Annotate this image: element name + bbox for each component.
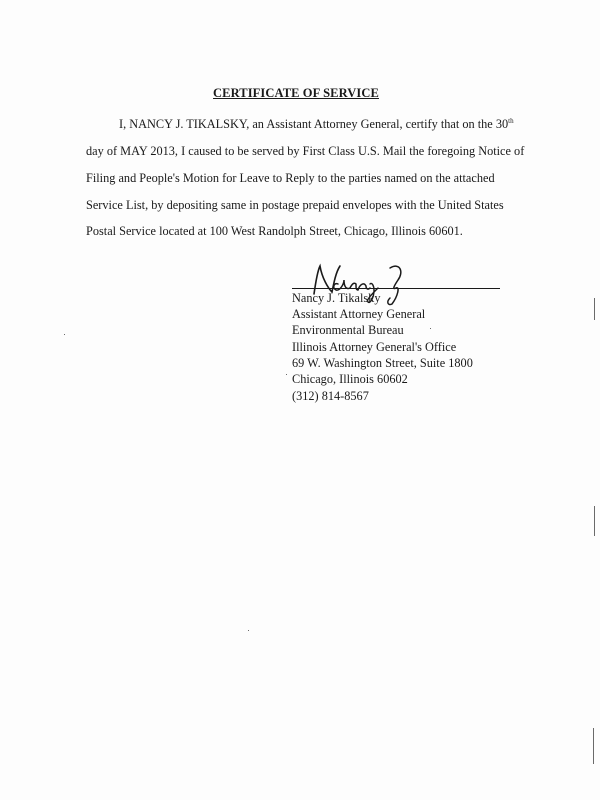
body-line-4: Service List, by depositing same in postage prepaid envelopes with the United States <box>86 198 504 212</box>
body-line-1-text: I, NANCY J. TIKALSKY, an Assistant Attorney General, certify that on the 30 <box>119 117 509 132</box>
signer-name: Nancy J. Tikalsky <box>292 291 381 305</box>
signer-phone: (312) 814-8567 <box>292 389 369 403</box>
signer-title: Assistant Attorney General <box>292 307 426 321</box>
signer-street: 69 W. Washington Street, Suite 1800 <box>292 356 473 370</box>
body-line-1 <box>119 117 514 132</box>
body-line-5: Postal Service located at 100 West Randolph Street, Chicago, Illinois 60601. <box>86 224 463 238</box>
document-title: CERTIFICATE OF SERVICE <box>213 86 379 100</box>
body-line-2: day of MAY 2013, I caused to be served by First Class U.S. Mail the foregoing Notice of <box>86 144 525 158</box>
signer-bureau: Environmental Bureau <box>292 323 404 337</box>
scan-artifact <box>430 328 431 329</box>
scan-artifact <box>594 506 595 536</box>
ordinal-suffix: th <box>508 117 514 125</box>
signer-city: Chicago, Illinois 60602 <box>292 372 408 386</box>
scan-artifact <box>286 374 287 375</box>
scan-artifact <box>248 630 249 631</box>
scan-artifact <box>64 334 65 335</box>
scan-artifact <box>593 728 594 764</box>
signer-office: Illinois Attorney General's Office <box>292 340 457 354</box>
signature-line <box>292 288 500 289</box>
body-line-3: Filing and People's Motion for Leave to Reply to the parties named on the attached <box>86 171 495 185</box>
scan-artifact <box>594 298 595 320</box>
